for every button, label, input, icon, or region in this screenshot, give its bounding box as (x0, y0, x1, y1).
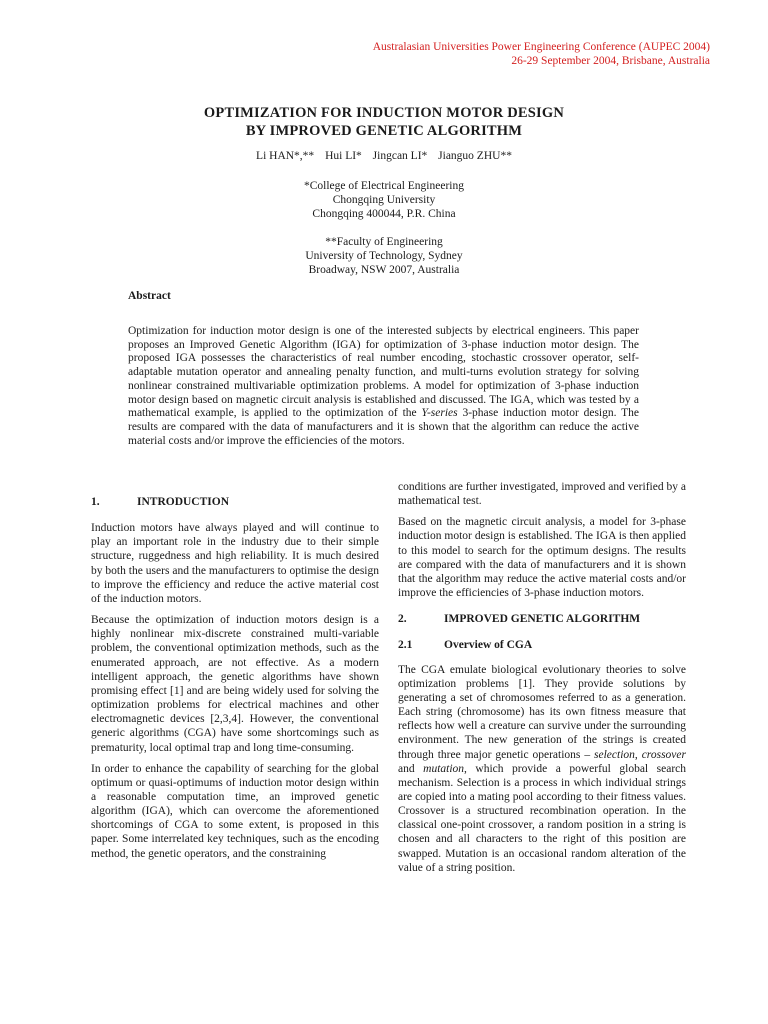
paragraph: Based on the magnetic circuit analysis, a model for 3-phase induction motor design is established. The IGA is then applied to this model to search for the optimum designs. The results are compared with the data of manufacturers and it is shown that the algorithm may reduce the active material costs and/or improve the efficiencies of 3-phase induction motors. (398, 516, 686, 600)
paragraph-text: and (398, 762, 424, 775)
conference-line-2: 26-29 September 2004, Brisbane, Australia (511, 55, 710, 67)
section-1-heading (91, 495, 379, 509)
paragraph: In order to enhance the capability of searching for the global optimum or quasi-optimums of induction motor design within a reasonable computation time, an improved genetic algorithm (IGA), which can overcome the aforementioned shortcomings of CGA to some extent, is proposed in this paper. Some interrelated key techniques, such as the encoding method, the genetic operators, and the constraining (91, 762, 379, 860)
paragraph: Induction motors have always played and will continue to play an important role in the industry due to their simple structure, ruggedness and high reliability. It is much desired by both the users and the manufacturers to optimise the design to improve the efficiency and reduce the active material cost of the induction motors. (91, 522, 379, 605)
affiliation-line: Chongqing 400044, P.R. China (312, 208, 456, 220)
abstract-italic: Y-series (421, 407, 458, 420)
italic-term: crossover (641, 748, 686, 761)
author-4: Jianguo ZHU** (438, 150, 512, 162)
affiliation-chongqing (0, 179, 768, 221)
subsection-number: 2.1 (398, 639, 413, 652)
abstract-text: 3-phase induction motor design. The results are compared with the data of manufacturers and it is shown that the algorithm can reduce the active material costs and/or improve the efficiencies of the motors. (128, 407, 639, 447)
paper-title (0, 104, 768, 140)
author-3: Jingcan LI* (372, 150, 428, 162)
italic-term: mutation (423, 762, 465, 775)
author-2: Hui LI* (325, 150, 362, 162)
subsection-title: Overview of CGA (444, 639, 533, 652)
paragraph-text: The CGA emulate biological evolutionary theories to solve optimization problems [1]. They provide solutions by generating a set of chromosomes referred to as a generation. Each string (chromosome) has its own fitness measure that reflects how well a creature can survive under the surrounding environment. The new generation of the strings is created through three major genetic operations – (398, 663, 686, 761)
italic-term: selection (594, 748, 635, 761)
section-title: IMPROVED GENETIC ALGORITHM (444, 613, 641, 626)
abstract-heading: Abstract (128, 290, 171, 302)
section-number: 2. (398, 613, 407, 626)
affiliation-line: Chongqing University (332, 194, 436, 206)
paragraph-text: , which provide a powerful global search mechanism. Selection is a process in which individual strings are copied into a mating pool according to their fitness values. Crossover is a structured recombination operation. In the classical one-point crossover, a random position in a string is chosen and all characters to the right of this position are swapped. Mutation is an occasional random alteration of the value of a string position. (398, 762, 687, 874)
paragraph-text: , (634, 748, 642, 761)
paragraph: conditions are further investigated, improved and verified by a mathematical test. (398, 481, 686, 508)
paragraph (398, 663, 686, 875)
conference-line-1: Australasian Universities Power Engineering Conference (AUPEC 2004) (372, 41, 710, 53)
conference-header (373, 40, 710, 68)
affiliation-line: University of Technology, Sydney (305, 250, 463, 262)
title-line-1: OPTIMIZATION FOR INDUCTION MOTOR DESIGN (203, 105, 565, 121)
author-1: Li HAN*,** (256, 150, 315, 162)
author-list (0, 150, 768, 162)
right-column (398, 480, 686, 882)
affiliation-line: *College of Electrical Engineering (304, 180, 464, 192)
section-2-heading (398, 612, 686, 626)
left-column (91, 495, 379, 868)
title-line-2: BY IMPROVED GENETIC ALGORITHM (245, 123, 523, 139)
affiliation-line: Broadway, NSW 2007, Australia (308, 264, 460, 276)
section-number: 1. (91, 496, 100, 508)
abstract-body (128, 325, 639, 448)
section-title: INTRODUCTION (137, 496, 230, 508)
affiliation-line: **Faculty of Engineering (325, 236, 443, 248)
abstract-text: Optimization for induction motor design is one of the interested subjects by electrical engineers. This paper proposes an Improved Genetic Algorithm (IGA) for optimization of 3-phase induction motor design. The proposed IGA possesses the characteristics of real number encoding, stochastic crossover operator, self-adaptable mutation operator and annealing penalty function, and multi-turns evolution strategy for solving nonlinear constrained multivariable optimization problems. A model for optimization of 3-phase induction motor design based on magnetic circuit analysis is established and discussed. The IGA, which was tested by a mathematical example, is applied to the optimization of the (128, 325, 639, 420)
paragraph: Because the optimization of induction motors design is a highly nonlinear mix-discrete constrained multi-variable problem, the conventional optimization methods, such as the enumerated approach, are not effective. As a modern intelligent approach, the genetic algorithms have shown promising effect [1] and are being widely used for solving the optimization problems for electrical machines and other electromagnetic devices [2,3,4]. However, the conventional generic algorithms (CGA) have some shortcomings such as prematurity, local optimal trap and long time-consuming. (91, 614, 379, 754)
subsection-2-1-heading (398, 638, 686, 652)
affiliation-uts (0, 235, 768, 277)
